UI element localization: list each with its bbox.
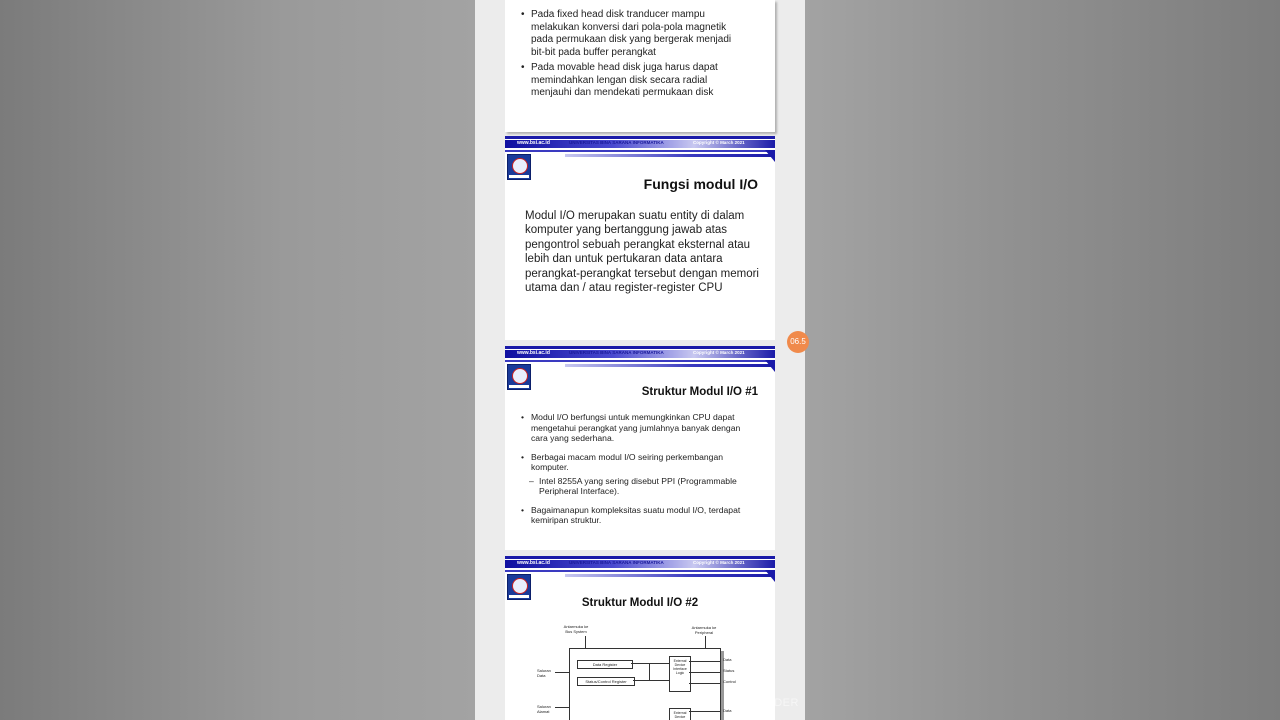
slide-body: Modul I/O merupakan suatu entity di dalam komputer yang bertanggung jawab atas pengontrol sebuah perangkat eksternal atau lebih dan untuk pertukaran data antara perangkat-perangkat tersebut dengan memori utama dan / atau register-register CPU: [525, 210, 759, 295]
data-register-box: [577, 660, 633, 669]
recorder-watermark: RECORDER: [732, 697, 799, 709]
site-url: www.bsi.ac.id: [517, 560, 550, 566]
external-interface-box-2: [669, 708, 691, 720]
slide-header: [505, 556, 775, 584]
diagram-label: Antarmuka ke Peripheral: [691, 625, 717, 635]
university-name: UNIVERSITAS BINA SARANA INFORMATIKA: [569, 350, 664, 355]
background-right: [805, 0, 1280, 720]
university-logo: [507, 364, 531, 390]
sub-bullet-item: – Intel 8255A yang sering disebut PPI (Programmable Peripheral Interface).: [521, 476, 753, 497]
slide-header: [505, 136, 775, 164]
io-module-diagram: [525, 616, 765, 720]
status-register-box: [577, 677, 635, 686]
camera-icon: [736, 668, 776, 692]
slide-title: Struktur Modul I/O #1: [641, 386, 758, 398]
slide-4: [505, 556, 775, 720]
site-url: www.bsi.ac.id: [517, 350, 550, 356]
slide-header: [505, 346, 775, 374]
diagram-label: Control: [723, 679, 736, 684]
timer-badge[interactable]: 06.5: [787, 331, 809, 353]
bullet-item: • Berbagai macam modul I/O seiring perkembangan komputer.: [521, 452, 753, 473]
university-name: UNIVERSITAS BINA SARANA INFORMATIKA: [569, 140, 664, 145]
diagram-label: Status: [723, 668, 735, 673]
diagram-label: Data: [723, 657, 732, 662]
background-left: [0, 0, 475, 720]
data-register-label: Data Register: [592, 662, 618, 667]
site-url: www.bsi.ac.id: [517, 140, 550, 146]
bullet-item: • Modul I/O berfungsi untuk memungkinkan CPU dapat mengetahui perangkat yang jumlahnya banyak dengan cara yang sederhana.: [521, 412, 753, 444]
external-interface-label: External Device: [673, 711, 687, 719]
diagram-label: Data: [723, 708, 732, 713]
copyright-text: Copyright © March 2021: [693, 350, 745, 355]
bullet-item: • Pada movable head disk juga harus dapat memindahkan lengan disk secara radial menjauhi dan mendekati permukaan disk: [521, 62, 746, 100]
slide-1: [505, 0, 775, 132]
university-name: UNIVERSITAS BINA SARANA INFORMATIKA: [569, 560, 664, 565]
diagram-label: Saluran Alamat: [537, 704, 551, 714]
copyright-text: Copyright © March 2021: [693, 560, 745, 565]
document-viewer[interactable]: [475, 0, 805, 720]
slide-1-bullets: [521, 9, 746, 100]
diagram-label: Saluran Data: [537, 668, 551, 678]
slide-title: Struktur Modul I/O #2: [581, 597, 699, 609]
status-register-label: Status/Control Register: [585, 679, 627, 684]
slide-body: [521, 412, 753, 526]
bullet-item: • Bagaimanapun kompleksitas suatu modul I/O, terdapat kemiripan struktur.: [521, 505, 753, 526]
copyright-text: Copyright © March 2021: [693, 140, 745, 145]
diagram-label: Antarmuka ke Bus System: [563, 624, 589, 634]
slide-title: Fungsi modul I/O: [643, 176, 758, 192]
slide-2: [505, 136, 775, 340]
external-interface-label: External Device Interface Logic: [673, 659, 687, 675]
slide-3: [505, 346, 775, 550]
bullet-item: • Pada fixed head disk tranducer mampu melakukan konversi dari pola-pola magnetik pada permukaan disk yang bergerak menjadi bit-bit pada buffer perangkat: [521, 9, 746, 59]
external-interface-box: [669, 656, 691, 692]
university-logo: [507, 154, 531, 180]
